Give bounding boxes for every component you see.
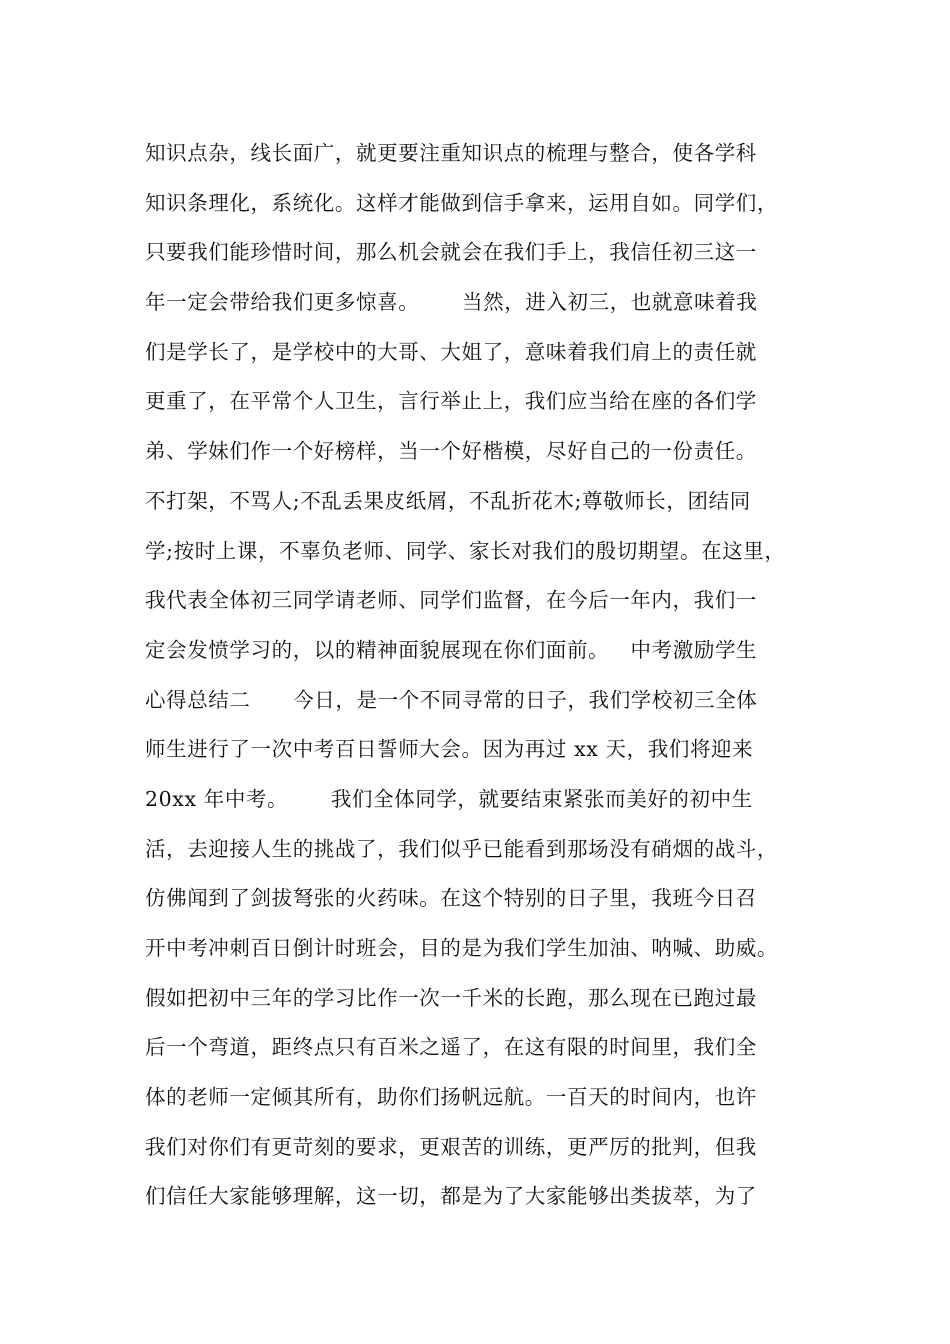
text-line: 后一个弯道，距终点只有百米之遥了，在这有限的时间里，我们全 [145, 1035, 757, 1060]
text-line: 心得总结二 今日，是一个不同寻常的日子，我们学校初三全体 [145, 687, 758, 712]
text-line: 弟、学妹们作一个好榜样，当一个好楷模，尽好自己的一份责任。 [145, 439, 757, 464]
text-line: 开中考冲刺百日倒计时班会，目的是为我们学生加油、呐喊、助威。 [145, 936, 778, 960]
text-line: 学;按时上课，不辜负老师、同学、家长对我们的殷切期望。在这里， [145, 538, 786, 563]
text-line: 定会发愤学习的，以的精神面貌展现在你们面前。 中考激励学生 [145, 637, 758, 662]
text-line: 仿佛闻到了剑拔弩张的火药味。在这个特别的日子里，我班今日召 [145, 886, 757, 911]
text-line: 知识点杂，线长面广，就更要注重知识点的梳理与整合，使各学科 [145, 141, 757, 165]
text-line: 假如把初中三年的学习比作一次一千米的长跑，那么现在已跑过最 [145, 985, 757, 1010]
text-line: 们是学长了，是学校中的大哥、大姐了，意味着我们肩上的责任就 [145, 339, 757, 364]
text-line: 活，去迎接人生的挑战了，我们似乎已能看到那场没有硝烟的战斗， [145, 836, 778, 861]
text-line: 我们对你们有更苛刻的要求，更艰苦的训练，更严厉的批判，但我 [145, 1134, 757, 1159]
text-line: 年一定会带给我们更多惊喜。 当然，进入初三，也就意味着我 [145, 290, 758, 315]
text-line: 体的老师一定倾其所有，助你们扬帆远航。一百天的时间内，也许 [145, 1085, 757, 1110]
body-text [145, 129, 835, 1222]
text-line: 20xx 年中考。 我们全体同学，就要结束紧张而美好的初中生 [145, 786, 753, 811]
text-line: 师生进行了一次中考百日誓师大会。因为再过 xx 天，我们将迎来 [145, 737, 754, 762]
text-line: 更重了，在平常个人卫生，言行举止上，我们应当给在座的各们学 [145, 389, 757, 414]
text-line: 只要我们能珍惜时间，那么机会就会在我们手上，我信任初三这一 [145, 240, 757, 265]
text-line: 我代表全体初三同学请老师、同学们监督，在今后一年内，我们一 [145, 588, 757, 613]
text-line: 知识条理化，系统化。这样才能做到信手拿来，运用自如。同学们， [145, 190, 778, 215]
text-line: 们信任大家能够理解，这一切，都是为了大家能够出类拔萃，为了 [145, 1184, 757, 1209]
text-line: 不打架，不骂人;不乱丢果皮纸屑，不乱折花木;尊敬师长，团结同 [145, 488, 751, 513]
